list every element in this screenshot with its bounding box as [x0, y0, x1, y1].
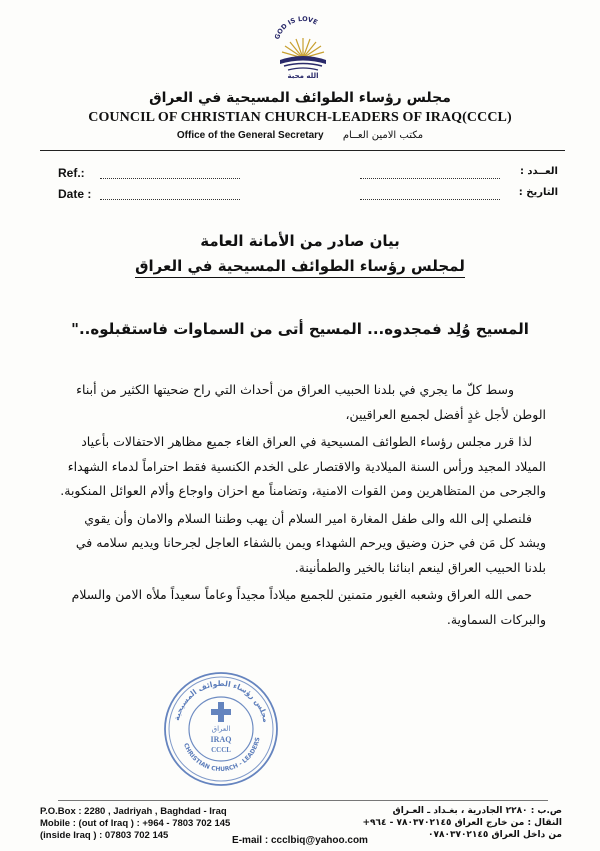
statement-subtitle-text: لمجلس رؤساء الطوائف المسيحية في العراق	[135, 257, 465, 278]
seal-center-cccl: CCCL	[211, 746, 231, 754]
body-paragraph-1: وسط كلّ ما يجري في بلدنا الحبيب العراق من أحداث التي راح ضحيتها الكثير من أبناء الوطن لأجل غدٍ أفضل لجميع العراقيين،	[76, 382, 546, 422]
letter-body	[58, 378, 546, 635]
office-arabic: مكتب الامين العــام	[342, 130, 424, 141]
ref-label: Ref.:	[58, 166, 85, 180]
footer-mobile-out-arabic: النقال : من خارج العراق ٧٨٠٣٧٠٢١٤٥ - ٩٦٤+	[362, 818, 562, 828]
seal-center-arabic: العراق	[211, 725, 231, 733]
footer-pobox: P.O.Box : 2280 , Jadriyah , Baghdad - Iraq	[40, 806, 227, 817]
title-english: COUNCIL OF CHRISTIAN CHURCH-LEADERS OF IRAQ(CCCL)	[88, 110, 512, 125]
header-divider	[40, 150, 565, 151]
seal-center-iraq: IRAQ	[210, 735, 232, 744]
body-paragraph-4: حمى الله العراق وشعبه الغيور متمنين للجميع ميلاداً مجيداً وعاماً سعيداً ملأه الامن والسلام والبركات السماوية.	[71, 587, 546, 627]
official-seal	[160, 668, 282, 790]
footer-mobile-in: (inside Iraq ) : 07803 702 145	[40, 830, 169, 841]
logo-motto: GOD IS LOVE	[273, 14, 319, 41]
title-arabic: مجلس رؤساء الطوائف المسيحية في العراق	[149, 90, 451, 106]
date-label-arabic: التاريخ :	[518, 187, 558, 198]
body-paragraph-2: لذا قرر مجلس رؤساء الطوائف المسيحية في العراق الغاء جميع مظاهر الاحتفالات بأعياد الميلاد المجيد ورأس السنة الميلادية والاقتصار على الخدم الكنسية فقط احتراماً لدماء الشهداء والجرحى من المتظاهرين ومن القوات الامنية، وتضامناً مع احزان واوجاع وألام العوائل المنكوبة.	[60, 434, 546, 498]
footer-email: E-mail : ccclbiq@yahoo.com	[232, 835, 368, 846]
seal-stamp-icon	[160, 668, 282, 790]
date-ar-dotted-line	[360, 199, 500, 200]
number-label-arabic: العــدد :	[519, 166, 558, 177]
seal-ring-english: CHRISTIAN CHURCH - LEADERS	[181, 736, 262, 774]
footer-mobile-in-arabic: من داخل العراق ٠٧٨٠٣٧٠٢١٤٥	[427, 830, 562, 840]
footer-mobile-out: Mobile : (out of Iraq ) : +964 - 7803 702 145	[40, 818, 231, 829]
christmas-quote: المسيح وُلِد فمجدوه... المسيح أتى من السماوات فاستقبلوه.."	[71, 320, 529, 338]
statement-subtitle	[0, 257, 600, 275]
footer-divider	[58, 800, 548, 801]
number-dotted-line	[360, 178, 500, 179]
date-dotted-line	[100, 199, 240, 200]
office-line	[0, 130, 600, 141]
statement-title: بيان صادر من الأمانة العامة	[200, 232, 400, 250]
svg-text:GOD IS LOVE	[273, 15, 319, 41]
logo-emblem-icon	[268, 8, 338, 80]
seal-ring-arabic: مجلس رؤساء الطوائف المسيحية	[171, 678, 271, 724]
body-paragraph-3: فلنصلي إلى الله والى طفل المغارة امير السلام أن يهب وطننا السلام والامان وأن يقوي ويشد كل مَن في حزن وضيق ويرحم الشهداء ويمن بالشفاء العاجل لجرحانا ويديم سلامه في بلدنا الحبيب العراق لينعم ابنائنا بالخير والطمأنينة.	[75, 510, 546, 575]
footer-pobox-arabic: ص.ب : ٢٢٨٠ الجادرية ، بغـداد ـ العـراق	[392, 806, 562, 816]
logo-arabic: الله محبة	[287, 72, 319, 80]
council-logo	[268, 8, 338, 78]
office-english: Office of the General Secretary	[176, 130, 324, 141]
ref-dotted-line	[100, 178, 240, 179]
date-label: Date :	[58, 187, 92, 201]
